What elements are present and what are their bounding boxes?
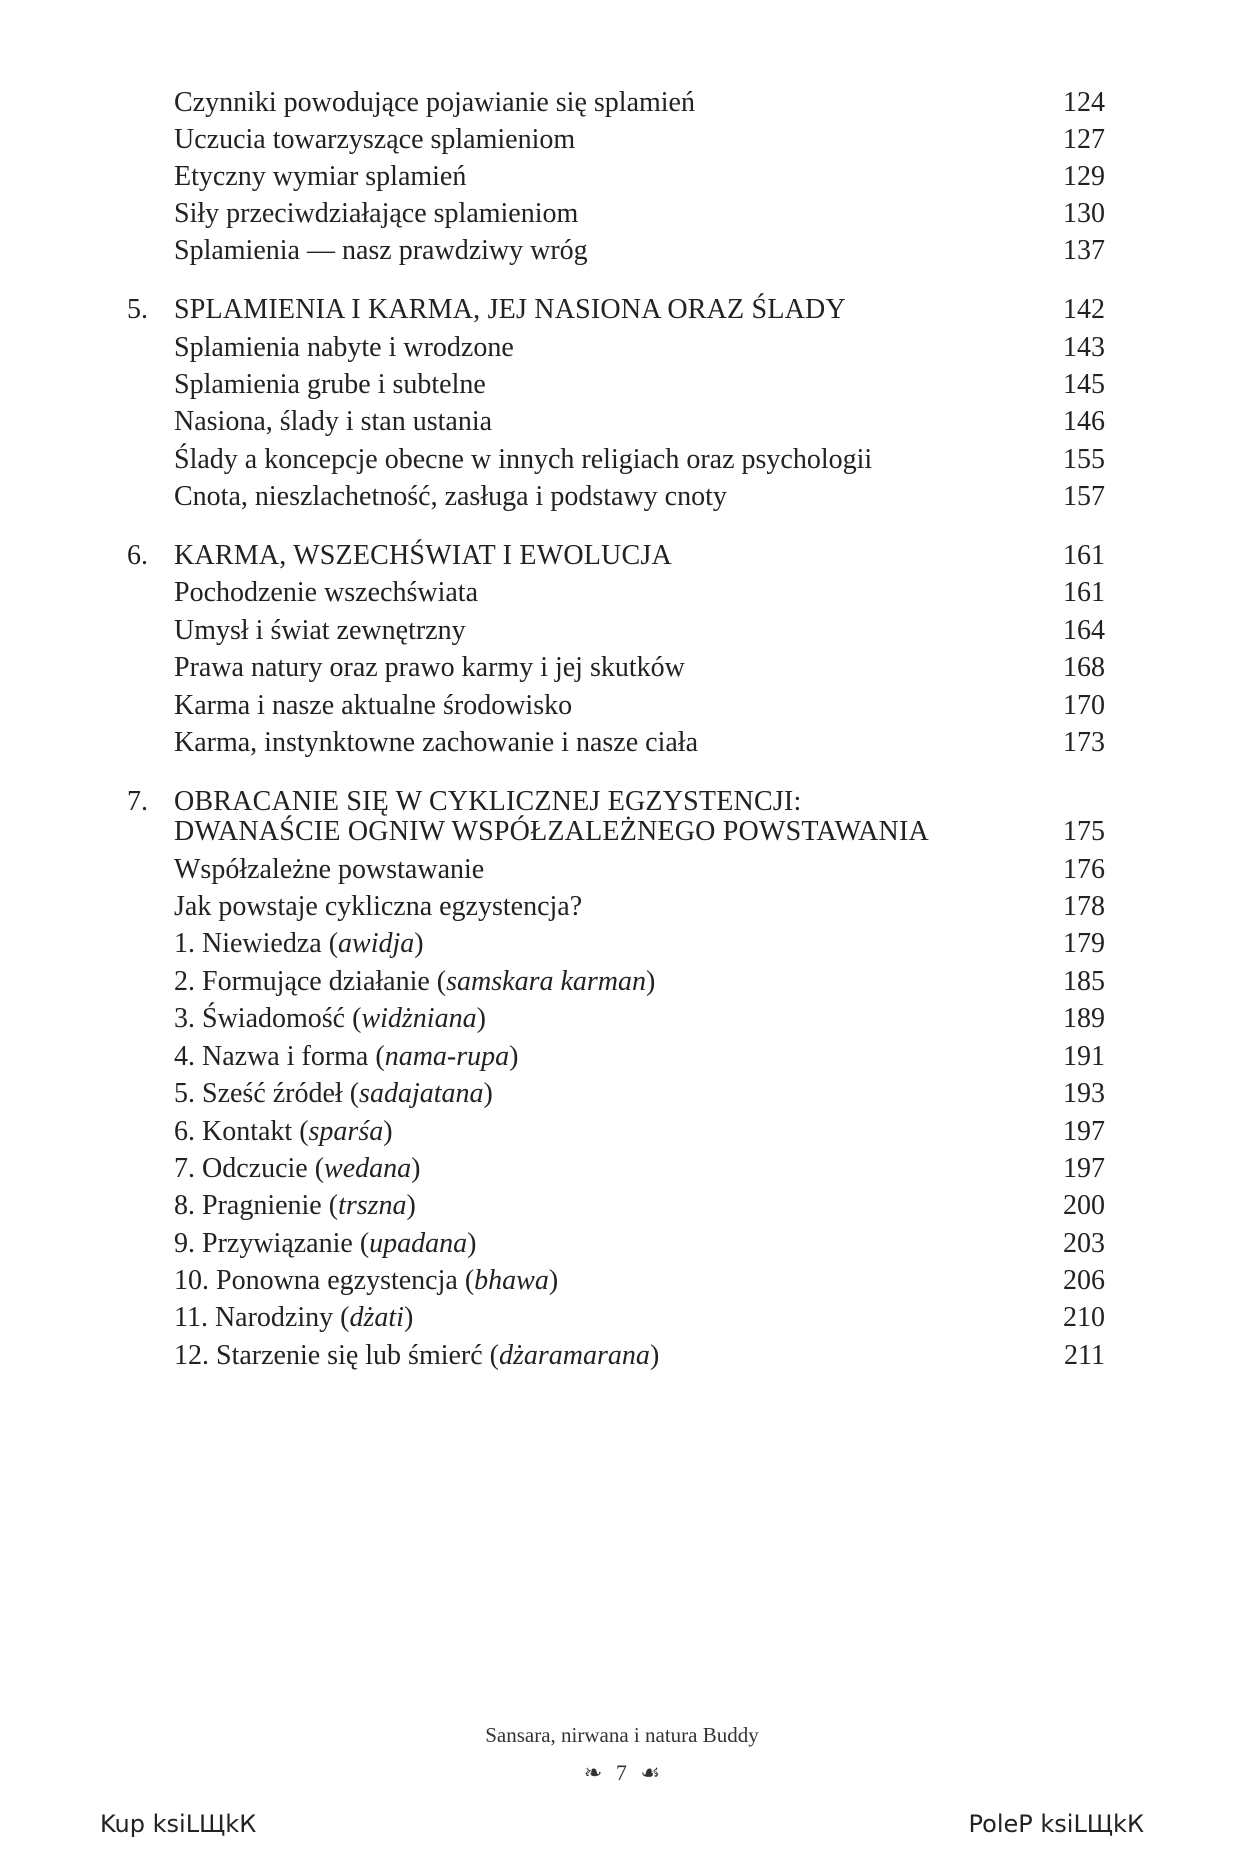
chapter-title: SPLAMIENIA I KARMA, JEJ NASIONA ORAZ ŚLADY bbox=[174, 294, 846, 325]
toc-entry bbox=[127, 475, 1105, 519]
entry-page: 210 bbox=[1063, 1302, 1105, 1333]
entry-page: 146 bbox=[1063, 406, 1105, 437]
entry-page: 193 bbox=[1063, 1078, 1105, 1109]
toc-entry bbox=[127, 1334, 1105, 1378]
entry-title-text: 6. Kontakt ( bbox=[174, 1116, 309, 1147]
entry-term: sparśa bbox=[308, 1116, 384, 1147]
entry-title: Nasiona, ślady i stan ustania bbox=[174, 406, 493, 437]
entry-title: Splamienia — nasz prawdziwy wróg bbox=[174, 235, 588, 266]
entry-term: nama-rupa bbox=[384, 1041, 510, 1072]
entry-page: 127 bbox=[1063, 124, 1105, 155]
entry-page: 137 bbox=[1063, 235, 1105, 266]
chapter-title: DWANAŚCIE OGNIW WSPÓŁZALEŻNEGO POWSTAWANIA bbox=[174, 816, 929, 847]
entry-term: trszna bbox=[338, 1190, 407, 1221]
page-number-value: 7 bbox=[615, 1760, 627, 1785]
entry-title-text: 12. Starzenie się lub śmierć ( bbox=[174, 1340, 500, 1371]
buy-book-link[interactable]: Kup ksiLЩkК bbox=[100, 1810, 257, 1838]
entry-page: 164 bbox=[1063, 615, 1105, 646]
recommend-book-link[interactable]: PoleP ksiLЩkК bbox=[968, 1810, 1144, 1838]
entry-close: ) bbox=[548, 1265, 559, 1296]
entry-title: Siły przeciwdziałające splamieniom bbox=[174, 198, 579, 229]
entry-title-text: 1. Niewiedza ( bbox=[174, 928, 339, 959]
entry-title-text: 5. Sześć źródeł ( bbox=[174, 1078, 360, 1109]
entry-page: 206 bbox=[1063, 1265, 1105, 1296]
entry-term: wedana bbox=[324, 1153, 412, 1184]
entry-close: ) bbox=[406, 1190, 416, 1221]
entry-title: Karma i nasze aktualne środowisko bbox=[174, 690, 573, 721]
entry-title: Prawa natury oraz prawo karmy i jej skutków bbox=[174, 652, 685, 683]
entry-title-text: 7. Odczucie ( bbox=[174, 1153, 325, 1184]
entry-term: sadajatana bbox=[359, 1078, 484, 1109]
entry-page: 178 bbox=[1063, 891, 1105, 922]
fleuron-left-icon: ❧ bbox=[583, 1760, 603, 1785]
entry-title: Jak powstaje cykliczna egzystencja? bbox=[174, 891, 583, 922]
entry-page: 179 bbox=[1063, 928, 1105, 959]
entry-page: 173 bbox=[1063, 727, 1105, 758]
entry-title: Pochodzenie wszechświata bbox=[174, 577, 478, 608]
running-title: Sansara, nirwana i natura Buddy bbox=[485, 1723, 759, 1747]
entry-page: 143 bbox=[1063, 332, 1105, 363]
entry-title: Współzależne powstawanie bbox=[174, 854, 485, 885]
entry-page: 197 bbox=[1063, 1153, 1105, 1184]
entry-page: 200 bbox=[1063, 1190, 1105, 1221]
entry-close: ) bbox=[649, 1340, 660, 1371]
entry-close: ) bbox=[403, 1302, 414, 1333]
entry-title: Splamienia nabyte i wrodzone bbox=[174, 332, 514, 363]
entry-close: ) bbox=[467, 1228, 477, 1259]
entry-title-text: 4. Nazwa i forma ( bbox=[174, 1041, 385, 1072]
entry-page: 191 bbox=[1063, 1041, 1105, 1072]
entry-page: 142 bbox=[1063, 294, 1105, 325]
entry-term: awidja bbox=[338, 928, 415, 959]
entry-term: samskara karman bbox=[446, 966, 647, 997]
chapter-title: KARMA, WSZECHŚWIAT I EWOLUCJA bbox=[174, 540, 672, 571]
entry-title-text: 3. Świadomość ( bbox=[174, 1003, 362, 1034]
entry-term: upadana bbox=[369, 1228, 468, 1259]
entry-page: 176 bbox=[1063, 854, 1105, 885]
entry-close: ) bbox=[483, 1078, 493, 1109]
fleuron-right-icon: ☙ bbox=[640, 1760, 661, 1785]
entry-title-text: 9. Przywiązanie ( bbox=[174, 1228, 370, 1259]
entry-page: 211 bbox=[1064, 1340, 1105, 1371]
chapter-number: 6. bbox=[127, 540, 148, 571]
entry-page: 155 bbox=[1063, 444, 1105, 475]
entry-title: Karma, instynktowne zachowanie i nasze ciała bbox=[174, 727, 699, 758]
entry-page: 170 bbox=[1063, 690, 1105, 721]
entry-title-text: 11. Narodziny ( bbox=[174, 1302, 350, 1333]
entry-title-text: 8. Pragnienie ( bbox=[174, 1190, 339, 1221]
page-number bbox=[0, 1760, 1244, 1786]
entry-term: dżaramarana bbox=[499, 1340, 650, 1371]
entry-page: 129 bbox=[1063, 161, 1105, 192]
chapter-title: OBRACANIE SIĘ W CYKLICZNEJ EGZYSTENCJI: bbox=[174, 786, 802, 817]
entry-close: ) bbox=[414, 928, 424, 959]
entry-close: ) bbox=[383, 1116, 393, 1147]
entry-title-text: 2. Formujące działanie ( bbox=[174, 966, 447, 997]
entry-page: 130 bbox=[1063, 198, 1105, 229]
entry-title: Umysł i świat zewnętrzny bbox=[174, 615, 466, 646]
entry-page: 124 bbox=[1063, 87, 1105, 118]
toc-entry bbox=[127, 229, 1105, 273]
entry-close: ) bbox=[411, 1153, 421, 1184]
entry-page: 161 bbox=[1063, 540, 1105, 571]
entry-page: 157 bbox=[1063, 481, 1105, 512]
entry-page: 203 bbox=[1063, 1228, 1105, 1259]
entry-term: widżniana bbox=[361, 1003, 477, 1034]
entry-term: bhawa bbox=[474, 1265, 549, 1296]
entry-page: 161 bbox=[1063, 577, 1105, 608]
entry-close: ) bbox=[646, 966, 656, 997]
chapter-number: 5. bbox=[127, 294, 148, 325]
entry-title-text: 10. Ponowna egzystencja ( bbox=[174, 1265, 475, 1296]
entry-page: 185 bbox=[1063, 966, 1105, 997]
chapter-number: 7. bbox=[127, 786, 148, 817]
entry-title: Uczucia towarzyszące splamieniom bbox=[174, 124, 576, 155]
entry-title: Czynniki powodujące pojawianie się splamień bbox=[174, 87, 695, 118]
entry-title: Splamienia grube i subtelne bbox=[174, 369, 486, 400]
toc-entry bbox=[127, 721, 1105, 765]
entry-page: 145 bbox=[1063, 369, 1105, 400]
entry-page: 197 bbox=[1063, 1116, 1105, 1147]
entry-title: Ślady a koncepcje obecne w innych religiach oraz psychologii bbox=[174, 444, 873, 475]
entry-close: ) bbox=[509, 1041, 519, 1072]
entry-page: 175 bbox=[1063, 816, 1105, 847]
entry-term: dżati bbox=[349, 1302, 404, 1333]
entry-title bbox=[174, 1334, 659, 1378]
entry-close: ) bbox=[476, 1003, 486, 1034]
entry-page: 189 bbox=[1063, 1003, 1105, 1034]
entry-title: Cnota, nieszlachetność, zasługa i podstawy cnoty bbox=[174, 481, 727, 512]
entry-title: Etyczny wymiar splamień bbox=[174, 161, 467, 192]
entry-page: 168 bbox=[1063, 652, 1105, 683]
